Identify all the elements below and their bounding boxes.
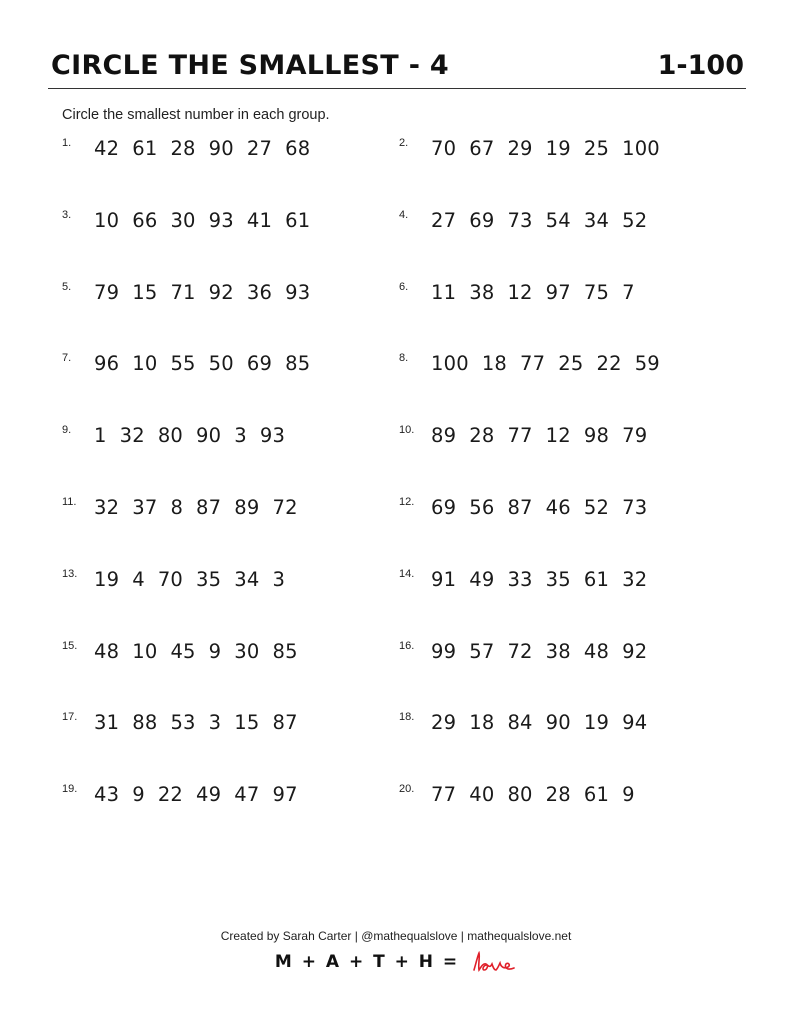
number-choice[interactable]: 8 [170, 496, 184, 519]
number-choice[interactable]: 38 [469, 280, 495, 304]
number-choice[interactable]: 28 [469, 424, 495, 448]
number-choice[interactable]: 48 [583, 639, 610, 663]
number-group [94, 496, 311, 519]
number-choice[interactable]: 85 [285, 352, 311, 376]
number-choice[interactable]: 12 [507, 280, 533, 304]
number-choice[interactable]: 22 [596, 352, 622, 376]
number-group [94, 711, 311, 734]
number-choice[interactable]: 79 [622, 424, 648, 448]
number-choice[interactable]: 9 [208, 639, 222, 663]
problem-number: 10. [399, 424, 415, 437]
number-choice[interactable]: 41 [246, 208, 273, 232]
number-choice[interactable]: 12 [545, 424, 571, 448]
number-choice[interactable]: 38 [545, 639, 571, 663]
number-choice[interactable]: 25 [583, 137, 610, 160]
number-choice[interactable]: 67 [469, 137, 495, 160]
number-choice[interactable]: 25 [558, 352, 584, 376]
number-group [431, 711, 660, 734]
number-group [94, 281, 323, 304]
number-choice[interactable]: 96 [94, 352, 120, 376]
number-choice[interactable]: 52 [622, 208, 648, 232]
number-range: 1-100 [657, 50, 744, 81]
problem-number: 5. [62, 280, 72, 293]
number-choice[interactable]: 89 [431, 424, 457, 448]
number-choice[interactable]: 7 [622, 280, 635, 304]
footer-logo [0, 951, 792, 973]
number-choice[interactable]: 37 [132, 496, 158, 519]
problem-number: 19. [62, 783, 78, 796]
number-choice[interactable]: 73 [622, 496, 648, 519]
problem-number: 12. [399, 496, 415, 508]
number-group [94, 424, 298, 447]
problem-number: 8. [399, 352, 409, 365]
problem-number: 9. [62, 424, 72, 437]
number-choice[interactable]: 48 [94, 639, 120, 663]
number-choice[interactable]: 69 [246, 352, 273, 376]
problem-number: 1. [62, 137, 72, 149]
instructions: Circle the smallest number in each group. [62, 107, 330, 123]
number-choice[interactable]: 84 [507, 711, 533, 735]
problem-number: 17. [62, 711, 78, 724]
number-choice[interactable]: 29 [507, 137, 533, 160]
number-choice[interactable]: 3 [208, 711, 222, 735]
number-choice[interactable]: 19 [583, 711, 610, 735]
number-choice[interactable]: 72 [507, 639, 533, 663]
number-choice[interactable]: 91 [431, 567, 457, 591]
problem-number: 11. [62, 496, 77, 508]
number-choice[interactable]: 33 [507, 567, 533, 591]
number-choice[interactable]: 52 [583, 496, 610, 519]
number-choice[interactable]: 90 [196, 424, 222, 448]
number-choice[interactable]: 10 [132, 352, 158, 376]
number-group [431, 137, 673, 160]
number-choice[interactable]: 77 [520, 352, 546, 376]
worksheet-title: CIRCLE THE SMALLEST - 4 [51, 50, 449, 81]
problem-number: 13. [62, 567, 78, 580]
problem-number: 20. [399, 783, 415, 796]
love-script-logo [471, 951, 517, 973]
number-group [94, 209, 323, 232]
number-choice[interactable]: 15 [234, 711, 260, 735]
number-group [431, 496, 660, 519]
number-choice[interactable]: 18 [481, 352, 508, 376]
number-choice[interactable]: 9 [132, 783, 145, 807]
worksheet-header [48, 46, 746, 89]
number-choice[interactable]: 75 [583, 280, 610, 304]
number-choice[interactable]: 59 [634, 352, 660, 376]
number-group [431, 209, 660, 232]
number-choice[interactable]: 10 [94, 208, 120, 232]
number-choice[interactable]: 99 [431, 639, 457, 663]
number-choice[interactable]: 19 [545, 137, 571, 160]
logo-text: M + A + T + H = [274, 952, 460, 972]
number-choice[interactable]: 32 [94, 496, 120, 519]
number-choice[interactable]: 42 [94, 137, 120, 160]
number-group [94, 640, 311, 663]
number-choice[interactable]: 57 [469, 639, 495, 663]
number-group [431, 424, 660, 447]
problem-number: 16. [399, 639, 415, 652]
number-choice[interactable]: 34 [234, 567, 260, 591]
number-choice[interactable]: 19 [94, 567, 120, 591]
number-group [431, 281, 648, 304]
number-choice[interactable]: 88 [132, 711, 158, 735]
number-choice[interactable]: 27 [246, 137, 273, 160]
number-choice[interactable]: 87 [196, 496, 222, 519]
number-choice[interactable]: 73 [507, 208, 533, 232]
number-choice[interactable]: 27 [431, 208, 457, 232]
number-choice[interactable]: 47 [234, 783, 260, 807]
number-choice[interactable]: 4 [132, 567, 145, 591]
problem-number: 7. [62, 352, 72, 365]
number-choice[interactable]: 35 [545, 567, 571, 591]
problem-number: 2. [399, 137, 409, 149]
number-choice[interactable]: 55 [170, 352, 196, 376]
number-choice[interactable]: 93 [208, 208, 234, 232]
number-choice[interactable]: 93 [285, 280, 311, 304]
number-choice[interactable]: 15 [132, 280, 158, 304]
number-choice[interactable]: 97 [272, 783, 298, 807]
number-choice[interactable]: 30 [170, 208, 196, 232]
number-group [431, 352, 673, 375]
footer-credit: Created by Sarah Carter | @mathequalslove | mathequalslove.net [220, 929, 572, 943]
number-choice[interactable]: 32 [622, 567, 648, 591]
number-choice[interactable]: 18 [469, 711, 495, 735]
number-choice[interactable]: 70 [431, 137, 457, 160]
problem-number: 14. [399, 567, 415, 580]
number-choice[interactable]: 28 [170, 137, 196, 160]
number-choice[interactable]: 68 [285, 137, 311, 160]
number-choice[interactable]: 66 [132, 208, 158, 232]
number-choice[interactable]: 80 [507, 783, 533, 807]
number-choice[interactable]: 30 [234, 639, 260, 663]
number-choice[interactable]: 61 [132, 137, 158, 160]
number-choice[interactable]: 56 [469, 496, 495, 519]
number-choice[interactable]: 77 [431, 783, 457, 807]
problem-number: 3. [62, 208, 72, 221]
number-choice[interactable]: 35 [196, 567, 222, 591]
number-choice[interactable]: 100 [622, 137, 660, 160]
number-choice[interactable]: 70 [157, 567, 184, 591]
number-choice[interactable]: 3 [234, 424, 247, 448]
number-choice[interactable]: 28 [545, 783, 571, 807]
number-group [94, 352, 323, 375]
number-choice[interactable]: 71 [170, 280, 196, 304]
number-choice[interactable]: 79 [94, 280, 120, 304]
number-choice[interactable]: 92 [208, 280, 234, 304]
number-choice[interactable]: 94 [622, 711, 648, 735]
number-choice[interactable]: 40 [469, 783, 495, 807]
number-choice[interactable]: 54 [545, 208, 571, 232]
number-choice[interactable]: 61 [583, 567, 610, 591]
number-choice[interactable]: 45 [170, 639, 196, 663]
number-group [94, 137, 323, 160]
number-choice[interactable]: 61 [583, 783, 610, 807]
number-choice[interactable]: 31 [94, 711, 120, 735]
number-choice[interactable]: 50 [208, 352, 234, 376]
number-choice[interactable]: 49 [196, 783, 222, 807]
number-group [431, 568, 660, 591]
number-choice[interactable]: 77 [507, 424, 533, 448]
number-choice[interactable]: 1 [94, 424, 107, 448]
number-choice[interactable]: 80 [157, 424, 184, 448]
problem-number: 18. [399, 711, 415, 724]
number-choice[interactable]: 100 [431, 352, 469, 376]
number-choice[interactable]: 87 [272, 711, 298, 735]
number-choice[interactable]: 53 [170, 711, 196, 735]
number-group [431, 640, 660, 663]
number-choice[interactable]: 34 [583, 208, 610, 232]
number-choice[interactable]: 36 [246, 280, 273, 304]
number-choice[interactable]: 85 [272, 639, 298, 663]
number-choice[interactable]: 9 [622, 783, 635, 807]
number-group [431, 783, 648, 806]
number-choice[interactable]: 32 [119, 424, 145, 448]
problem-number: 6. [399, 280, 409, 293]
number-choice[interactable]: 3 [272, 567, 286, 591]
number-choice[interactable]: 97 [545, 280, 571, 304]
number-choice[interactable]: 90 [208, 137, 234, 160]
number-choice[interactable]: 87 [507, 496, 533, 519]
number-choice[interactable]: 49 [469, 567, 495, 591]
number-choice[interactable]: 11 [431, 280, 457, 304]
problem-number: 4. [399, 208, 409, 221]
number-choice[interactable]: 22 [157, 783, 184, 807]
number-choice[interactable]: 98 [583, 424, 610, 448]
number-group [94, 783, 311, 806]
number-choice[interactable]: 72 [272, 496, 298, 519]
number-choice[interactable]: 92 [622, 639, 648, 663]
number-group [94, 568, 298, 591]
number-choice[interactable]: 10 [132, 639, 158, 663]
number-choice[interactable]: 29 [431, 711, 457, 735]
number-choice[interactable]: 69 [469, 208, 495, 232]
problem-number: 15. [62, 639, 78, 652]
number-choice[interactable]: 43 [94, 783, 120, 807]
number-choice[interactable]: 46 [545, 496, 571, 519]
number-choice[interactable]: 93 [259, 424, 286, 448]
number-choice[interactable]: 90 [545, 711, 571, 735]
number-choice[interactable]: 69 [431, 496, 457, 519]
number-choice[interactable]: 61 [285, 208, 311, 232]
number-choice[interactable]: 89 [234, 496, 260, 519]
